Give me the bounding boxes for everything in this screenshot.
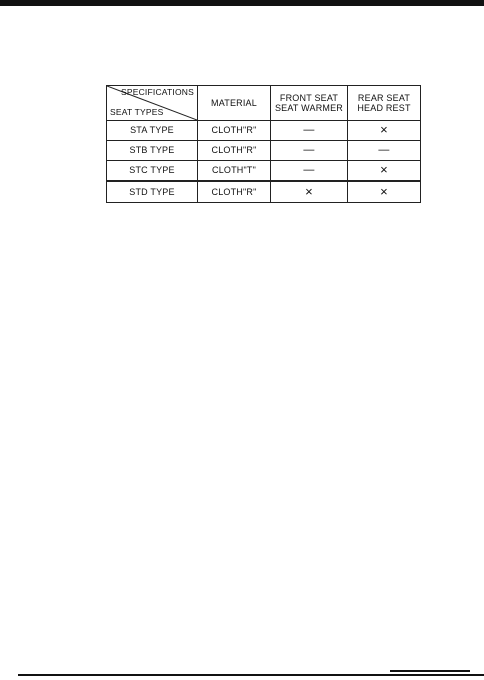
rear-head-rest-cell: × <box>348 121 421 141</box>
front-seat-warmer-cell: — <box>271 121 348 141</box>
rear-head-rest-cell: — <box>348 141 421 161</box>
material-cell: CLOTH"R" <box>198 121 271 141</box>
table-row <box>107 121 421 141</box>
bottom-rule-accent <box>390 670 470 672</box>
material-cell: CLOTH"T" <box>198 161 271 182</box>
seat-type-cell: STC TYPE <box>107 161 198 182</box>
rear-head-rest-cell: × <box>348 161 421 182</box>
seat-type-cell: STA TYPE <box>107 121 198 141</box>
material-cell: CLOTH"R" <box>198 181 271 203</box>
rear-seat-head-rest-header <box>348 86 421 121</box>
seat-type-cell: STB TYPE <box>107 141 198 161</box>
table-row <box>107 141 421 161</box>
front-seat-header-line1: FRONT SEAT <box>279 92 339 103</box>
rear-seat-header-line1: REAR SEAT <box>357 92 411 103</box>
table-header-row <box>107 86 421 121</box>
front-seat-warmer-cell: — <box>271 141 348 161</box>
table-row <box>107 161 421 182</box>
table-row <box>107 181 421 203</box>
diagonal-header-cell <box>107 86 198 121</box>
seat-specification-table <box>106 85 421 203</box>
seat-types-header: SEAT TYPES <box>110 107 164 118</box>
front-seat-header-line2: SEAT WARMER <box>274 103 344 113</box>
front-seat-warmer-cell: × <box>271 181 348 203</box>
front-seat-warmer-cell: — <box>271 161 348 182</box>
specifications-header: SPECIFICATIONS <box>120 87 194 97</box>
seat-type-cell: STD TYPE <box>107 181 198 203</box>
bottom-rule <box>18 674 484 676</box>
material-header: MATERIAL <box>198 86 271 121</box>
rear-head-rest-cell: × <box>348 181 421 203</box>
top-rule <box>0 0 484 6</box>
material-cell: CLOTH"R" <box>198 141 271 161</box>
rear-seat-header-line2: HEAD REST <box>357 103 411 113</box>
front-seat-warmer-header <box>271 86 348 121</box>
